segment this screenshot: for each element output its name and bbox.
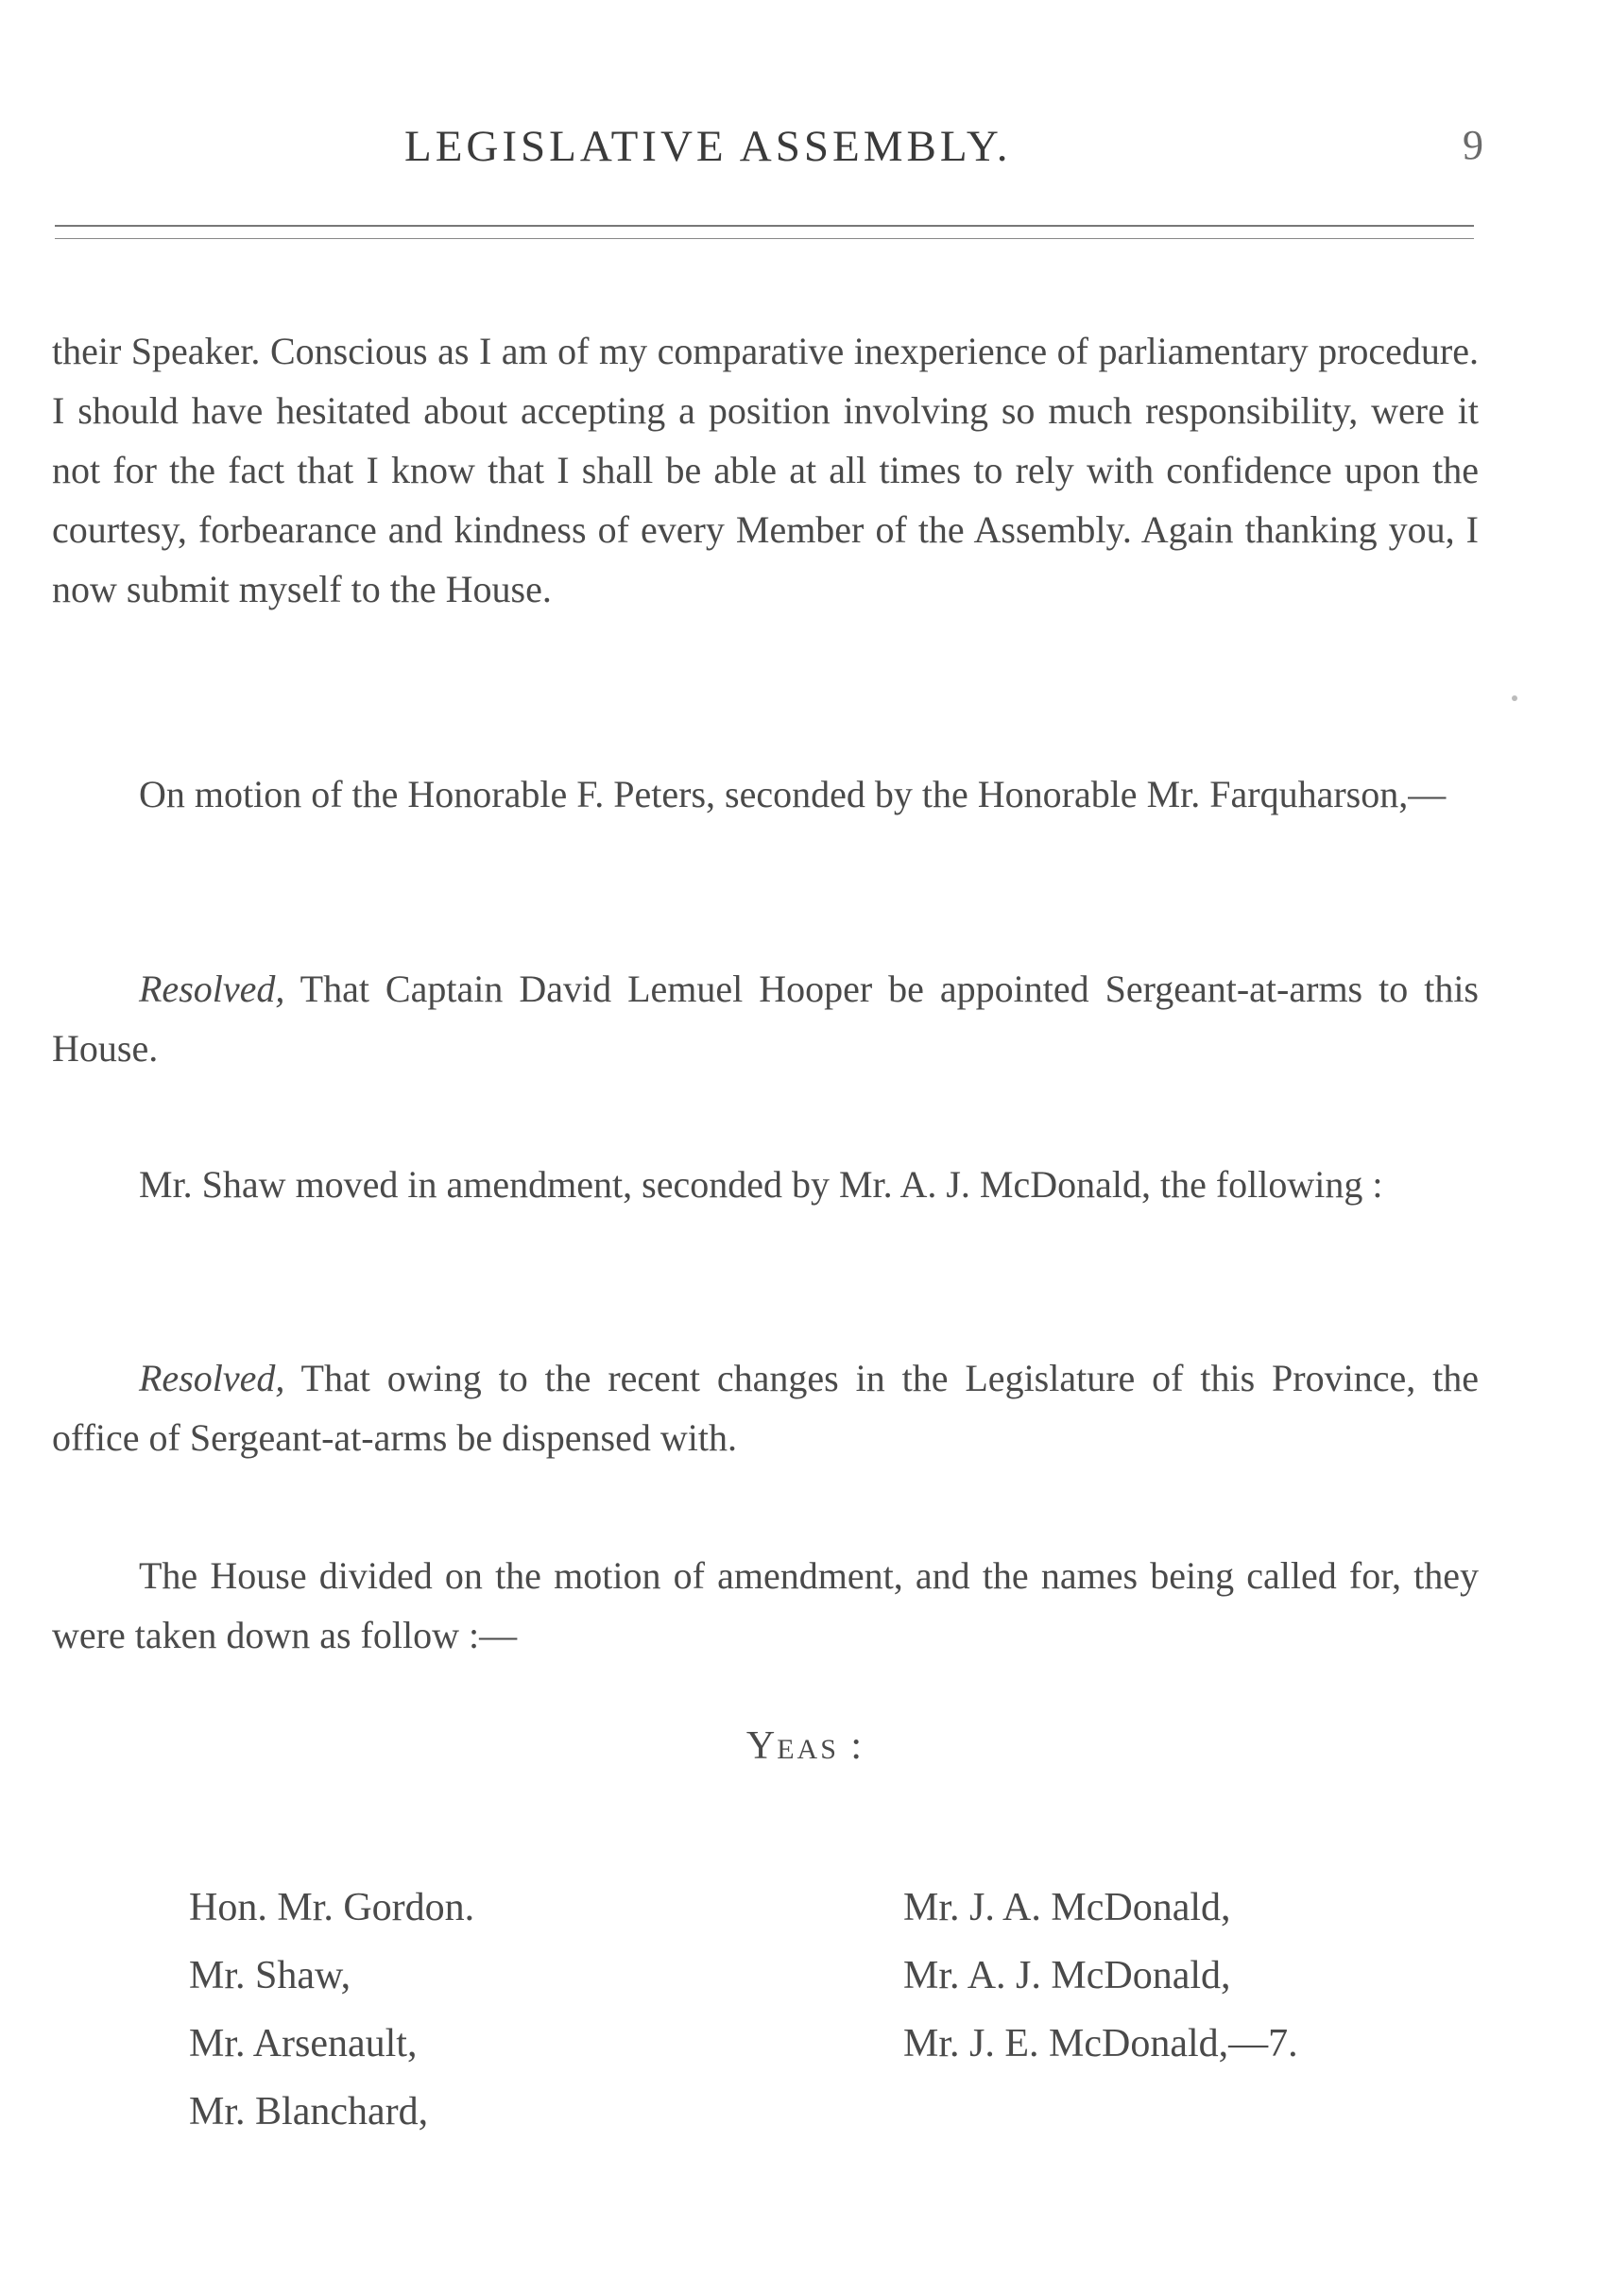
member-name: Mr. Arsenault,	[189, 2022, 418, 2065]
paragraph-text: That Captain David Lemuel Hooper be appointed Sergeant-at-arms to this House.	[52, 968, 1479, 1070]
paragraph-division	[52, 1546, 1479, 1665]
page-number: 9	[1463, 122, 1483, 168]
member-name: Mr. J. A. McDonald,	[903, 1886, 1231, 1929]
member-name: Mr. A. J. McDonald,	[903, 1954, 1231, 1997]
yeas-heading-initial: Y	[745, 1724, 778, 1768]
yeas-heading	[0, 1723, 1610, 1769]
yeas-names-right	[903, 1874, 1298, 2078]
paragraph-resolution-amendment	[52, 1348, 1479, 1467]
header-rule-bottom	[55, 238, 1474, 239]
member-name: Mr. J. E. McDonald,—7.	[903, 2022, 1298, 2065]
paper-speck	[1512, 695, 1517, 701]
yeas-heading-rest: EAS	[777, 1734, 839, 1765]
yeas-heading-suffix: :	[838, 1724, 865, 1768]
paragraph-speaker-address	[52, 321, 1479, 619]
member-name: Mr. Blanchard,	[189, 2090, 429, 2133]
resolved-lead: Resolved,	[139, 1357, 285, 1399]
paragraph-resolution-appointment	[52, 959, 1479, 1078]
paragraph-amendment	[52, 1155, 1479, 1214]
member-name: Hon. Mr. Gordon.	[189, 1886, 475, 1929]
paragraph-motion	[52, 764, 1479, 824]
paragraph-text: The House divided on the motion of amendment, and the names being called for, they were taken down as follow :—	[52, 1554, 1479, 1656]
paragraph-text: Mr. Shaw moved in amendment, seconded by Mr. A. J. McDonald, the following :	[139, 1163, 1383, 1206]
paragraph-text: That owing to the recent changes in the Legislature of this Province, the office of Sergeant-at-arms be dispensed with.	[52, 1357, 1479, 1459]
paragraph-text: their Speaker. Conscious as I am of my comparative inexperience of parliamentary procedure. I should have hesitated about accepting a position involving so much responsibility, were it not for the fact that I know that I shall be able at all times to rely with confidence upon the courtesy, forbearance and kindness of every Member of the Assembly. Again thanking you, I now submit myself to the House.	[52, 330, 1479, 610]
resolved-lead: Resolved,	[139, 968, 285, 1010]
page-title: LEGISLATIVE ASSEMBLY.	[404, 122, 1012, 171]
paragraph-text: On motion of the Honorable F. Peters, seconded by the Honorable Mr. Farquharson,—	[139, 773, 1447, 815]
running-head	[0, 121, 1610, 178]
header-rule-top	[55, 225, 1474, 227]
member-name: Mr. Shaw,	[189, 1954, 351, 1997]
yeas-names-left	[189, 1874, 474, 2146]
